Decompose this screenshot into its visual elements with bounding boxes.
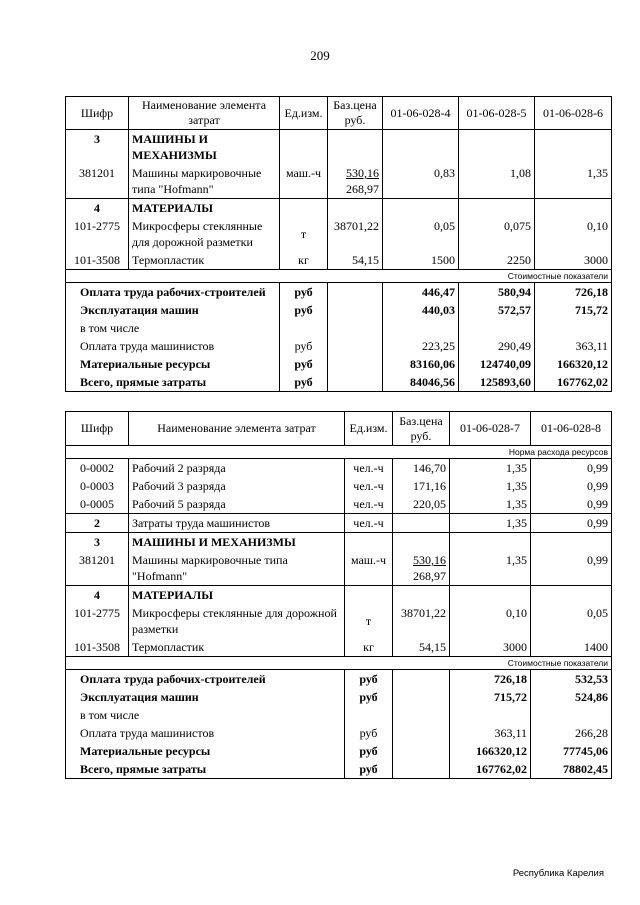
header-name: Наименование элемента затрат	[129, 412, 345, 446]
cell-value: 1500	[383, 251, 459, 270]
summary-value: 290,49	[459, 337, 535, 355]
cell-price: 530,16 268,97	[328, 164, 383, 199]
table-row	[66, 604, 612, 638]
cell-name: Термопластик	[129, 638, 345, 657]
summary-row	[66, 742, 612, 760]
header-name: Наименование элемента затрат	[129, 97, 280, 130]
summary-row	[66, 706, 612, 724]
cell-code: 3	[66, 533, 129, 552]
table-row	[66, 586, 612, 605]
summary-unit: руб	[280, 337, 328, 355]
cell-unit: маш.-ч	[280, 164, 328, 199]
table-row	[66, 459, 612, 478]
cell-price: 220,05	[393, 495, 450, 514]
cell-code: 381201	[66, 551, 129, 586]
header-col: 01-06-028-5	[459, 97, 535, 130]
header-price: Баз.цена руб.	[393, 412, 450, 446]
cell-code: 3	[66, 130, 129, 165]
section-label-row	[66, 270, 612, 283]
table-row	[66, 217, 612, 251]
summary-row	[66, 760, 612, 779]
summary-name: Всего, прямые затраты	[66, 373, 280, 392]
cell-value: 0,99	[531, 514, 612, 533]
cell-unit: т	[345, 604, 393, 638]
table-row	[66, 130, 612, 165]
cell-name: Рабочий 2 разряда	[129, 459, 345, 478]
summary-value: 440,03	[383, 301, 459, 319]
table-row	[66, 199, 612, 218]
summary-value: 167762,02	[535, 373, 612, 392]
table-row	[66, 533, 612, 552]
summary-row	[66, 301, 612, 319]
summary-row	[66, 355, 612, 373]
summary-value: 363,11	[535, 337, 612, 355]
table-header-row	[66, 412, 612, 446]
summary-value: 166320,12	[450, 742, 531, 760]
summary-name: Эксплуатация машин	[66, 301, 280, 319]
summary-unit: руб	[280, 355, 328, 373]
summary-name: Эксплуатация машин	[66, 688, 345, 706]
cell-value: 1,35	[450, 477, 531, 495]
cell-value: 0,10	[535, 217, 612, 251]
summary-name: Материальные ресурсы	[66, 355, 280, 373]
header-col: 01-06-028-8	[531, 412, 612, 446]
summary-value: 715,72	[450, 688, 531, 706]
cell-name: Термопластик	[129, 251, 280, 270]
header-price: Баз.цена руб.	[328, 97, 383, 130]
summary-name: Оплата труда рабочих-строителей	[66, 670, 345, 689]
summary-value: 124740,09	[459, 355, 535, 373]
cell-price: 54,15	[328, 251, 383, 270]
cell-price: 146,70	[393, 459, 450, 478]
section-label: Стоимостные показатели	[66, 657, 612, 670]
cell-code: 0-0005	[66, 495, 129, 514]
summary-name: в том числе	[66, 319, 280, 337]
cell-unit: чел.-ч	[345, 514, 393, 533]
summary-value: 446,47	[383, 283, 459, 302]
cell-code: 101-2775	[66, 217, 129, 251]
resource-table-2	[65, 411, 612, 779]
summary-name: в том числе	[66, 706, 345, 724]
cell-value: 1,08	[459, 164, 535, 199]
cell-code: 4	[66, 199, 129, 218]
summary-unit: руб	[345, 760, 393, 779]
cell-value: 0,05	[383, 217, 459, 251]
cell-name: МАТЕРИАЛЫ	[129, 199, 280, 218]
cell-unit: чел.-ч	[345, 459, 393, 478]
summary-row	[66, 724, 612, 742]
cell-unit: т	[280, 217, 328, 251]
page-footer: Республика Карелия	[512, 868, 604, 879]
cell-price: 54,15	[393, 638, 450, 657]
cell-code: 0-0002	[66, 459, 129, 478]
table-row	[66, 495, 612, 514]
cell-code: 101-3508	[66, 638, 129, 657]
summary-value: 78802,45	[531, 760, 612, 779]
resource-table-1	[65, 96, 612, 392]
summary-unit: руб	[345, 670, 393, 689]
cell-name: Рабочий 5 разряда	[129, 495, 345, 514]
header-code: Шифр	[66, 97, 129, 130]
cell-value: 2250	[459, 251, 535, 270]
summary-row	[66, 670, 612, 689]
summary-name: Материальные ресурсы	[66, 742, 345, 760]
summary-unit: руб	[345, 742, 393, 760]
cell-value: 3000	[535, 251, 612, 270]
section-label-row	[66, 657, 612, 670]
summary-value: 223,25	[383, 337, 459, 355]
cell-value: 1,35	[450, 459, 531, 478]
summary-value: 266,28	[531, 724, 612, 742]
table-row	[66, 551, 612, 586]
cell-value: 0,83	[383, 164, 459, 199]
summary-value: 524,86	[531, 688, 612, 706]
summary-value: 166320,12	[535, 355, 612, 373]
summary-row	[66, 283, 612, 302]
summary-name: Оплата труда машинистов	[66, 724, 345, 742]
cell-value: 0,075	[459, 217, 535, 251]
cell-name: Машины маркировочные типа "Hofmann"	[129, 551, 345, 586]
summary-row	[66, 337, 612, 355]
summary-unit: руб	[345, 688, 393, 706]
header-col: 01-06-028-6	[535, 97, 612, 130]
cell-code: 2	[66, 514, 129, 533]
summary-value: 532,53	[531, 670, 612, 689]
cell-code: 381201	[66, 164, 129, 199]
cell-unit: чел.-ч	[345, 495, 393, 514]
cell-price: 38701,22	[328, 217, 383, 251]
summary-value: 580,94	[459, 283, 535, 302]
summary-value: 77745,06	[531, 742, 612, 760]
cell-value: 1,35	[535, 164, 612, 199]
summary-unit: руб	[280, 283, 328, 302]
summary-unit: руб	[280, 301, 328, 319]
summary-name: Всего, прямые затраты	[66, 760, 345, 779]
cell-value: 0,99	[531, 495, 612, 514]
table-row	[66, 514, 612, 533]
cell-name: Рабочий 3 разряда	[129, 477, 345, 495]
table-row	[66, 638, 612, 657]
cell-name: МАТЕРИАЛЫ	[129, 586, 345, 605]
cell-code: 101-2775	[66, 604, 129, 638]
summary-value: 83160,06	[383, 355, 459, 373]
cell-unit: кг	[345, 638, 393, 657]
summary-value: 572,57	[459, 301, 535, 319]
cell-value: 3000	[450, 638, 531, 657]
header-unit: Ед.изм.	[280, 97, 328, 130]
cell-price: 171,16	[393, 477, 450, 495]
cell-name: Микросферы стеклянные для дорожной разметки	[129, 604, 345, 638]
cell-value: 0,10	[450, 604, 531, 638]
cell-value: 1,35	[450, 514, 531, 533]
cell-name: МАШИНЫ И МЕХАНИЗМЫ	[129, 130, 280, 165]
table-row	[66, 164, 612, 199]
table-row	[66, 477, 612, 495]
summary-value: 125893,60	[459, 373, 535, 392]
summary-row	[66, 319, 612, 337]
cell-name: МАШИНЫ И МЕХАНИЗМЫ	[129, 533, 345, 552]
cell-value: 0,99	[531, 477, 612, 495]
header-unit: Ед.изм.	[345, 412, 393, 446]
cell-name: Микросферы стеклянные для дорожной разметки	[129, 217, 280, 251]
norm-label-row	[66, 446, 612, 459]
cell-value: 1400	[531, 638, 612, 657]
header-col: 01-06-028-4	[383, 97, 459, 130]
cell-value: 1,35	[450, 495, 531, 514]
cell-price: 38701,22	[393, 604, 450, 638]
summary-value: 715,72	[535, 301, 612, 319]
cell-value: 0,99	[531, 459, 612, 478]
cell-unit: маш.-ч	[345, 551, 393, 586]
cell-code: 4	[66, 586, 129, 605]
summary-value: 726,18	[450, 670, 531, 689]
cell-code: 0-0003	[66, 477, 129, 495]
cell-code: 101-3508	[66, 251, 129, 270]
summary-value: 84046,56	[383, 373, 459, 392]
summary-row	[66, 688, 612, 706]
section-label: Стоимостные показатели	[66, 270, 612, 283]
summary-unit: руб	[280, 373, 328, 392]
summary-name: Оплата труда рабочих-строителей	[66, 283, 280, 302]
table-row	[66, 251, 612, 270]
cell-value: 0,05	[531, 604, 612, 638]
table-header-row	[66, 97, 612, 130]
cell-name: Затраты труда машинистов	[129, 514, 345, 533]
summary-value: 363,11	[450, 724, 531, 742]
cell-price: 530,16 268,97	[393, 551, 450, 586]
summary-name: Оплата труда машинистов	[66, 337, 280, 355]
cell-unit: кг	[280, 251, 328, 270]
summary-value: 726,18	[535, 283, 612, 302]
summary-row	[66, 373, 612, 392]
page-number: 209	[310, 48, 330, 63]
header-code: Шифр	[66, 412, 129, 446]
header-col: 01-06-028-7	[450, 412, 531, 446]
cell-name: Машины маркировочные типа "Hofmann"	[129, 164, 280, 199]
cell-value: 0,99	[531, 551, 612, 586]
norm-label: Норма расхода ресурсов	[66, 446, 612, 459]
summary-value: 167762,02	[450, 760, 531, 779]
cell-value: 1,35	[450, 551, 531, 586]
cell-unit: чел.-ч	[345, 477, 393, 495]
summary-unit: руб	[345, 724, 393, 742]
